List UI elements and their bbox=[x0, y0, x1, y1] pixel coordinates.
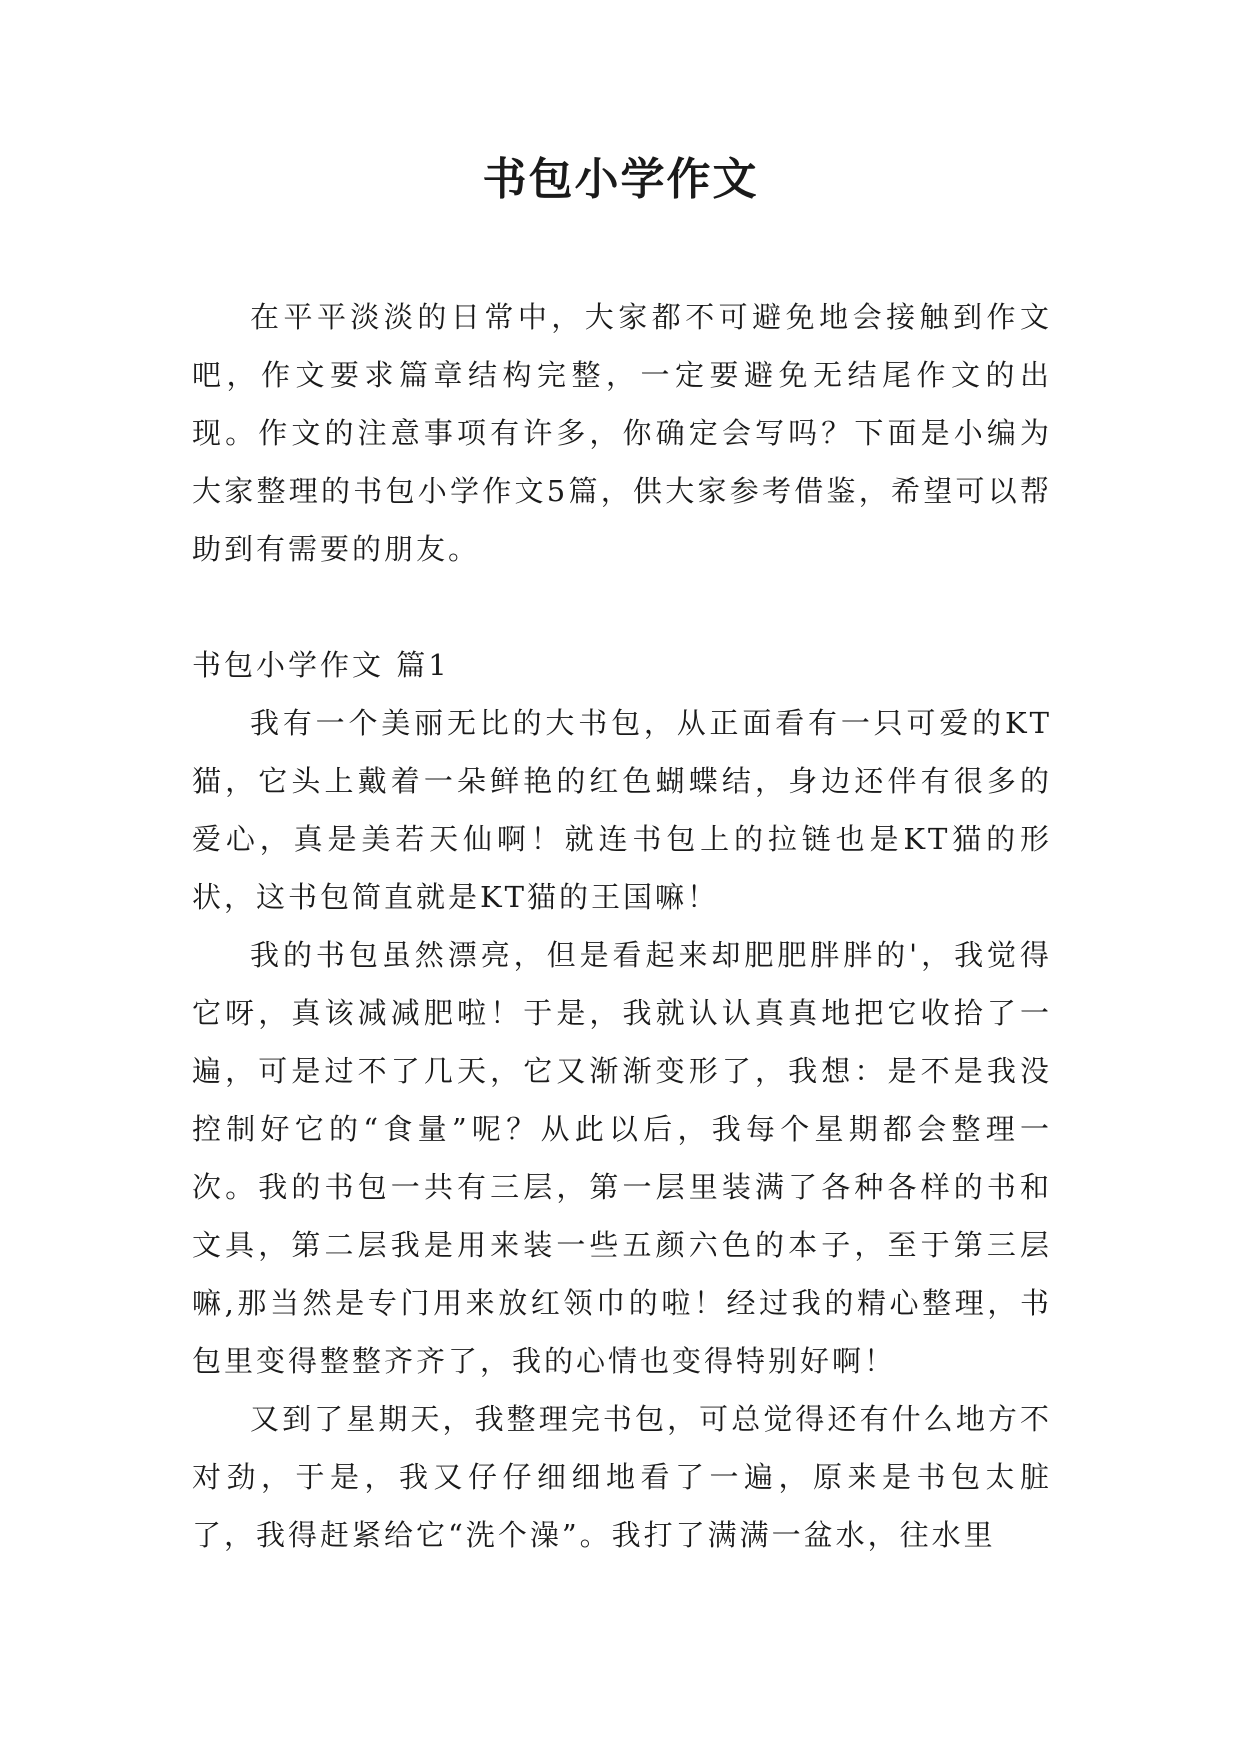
body-paragraph: 我有一个美丽无比的大书包，从正面看有一只可爱的KT猫，它头上戴着一朵鲜艳的红色蝴蝶结，身边还伴有很多的爱心，真是美若天仙啊！就连书包上的拉链也是KT猫的形状，这书包简直就是KT猫的王国嘛！ bbox=[192, 706, 1052, 914]
document-title: 书包小学作文 bbox=[482, 154, 759, 205]
intro-paragraph: 在平平淡淡的日常中，大家都不可避免地会接触到作文吧，作文要求篇章结构完整，一定要避免无结尾作文的出现。作文的注意事项有许多，你确定会写吗？下面是小编为大家整理的书包小学作文5篇，供大家参考借鉴，希望可以帮助到有需要的朋友。 bbox=[192, 300, 1052, 566]
body-paragraph: 又到了星期天，我整理完书包，可总觉得还有什么地方不对劲，于是，我又仔仔细细地看了一遍，原来是书包太脏了，我得赶紧给它“洗个澡”。我打了满满一盆水，往水里 bbox=[192, 1402, 1052, 1552]
body-paragraph: 我的书包虽然漂亮，但是看起来却肥肥胖胖的'，我觉得它呀，真该减减肥啦！于是，我就认认真真地把它收拾了一遍，可是过不了几天，它又渐渐变形了，我想：是不是我没控制好它的“食量”呢？从此以后，我每个星期都会整理一次。我的书包一共有三层，第一层里装满了各种各样的书和文具，第二层我是用来装一些五颜六色的本子，至于第三层嘛,那当然是专门用来放红领巾的啦！经过我的精心整理，书包里变得整整齐齐了，我的心情也变得特别好啊！ bbox=[192, 938, 1052, 1378]
section-heading: 书包小学作文 篇1 bbox=[192, 648, 450, 682]
document-body bbox=[192, 288, 1052, 1564]
